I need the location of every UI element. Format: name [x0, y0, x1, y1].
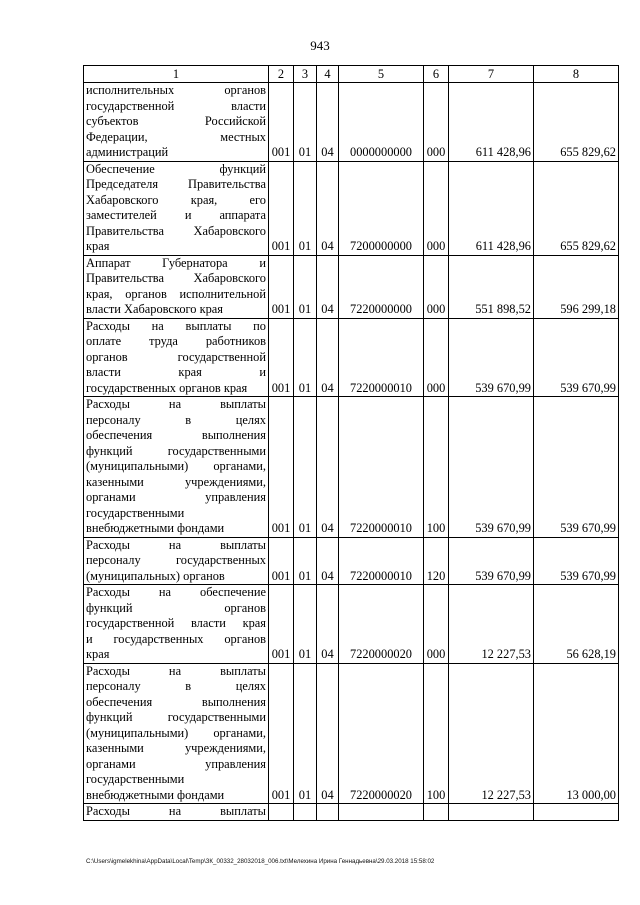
table-row — [84, 318, 619, 397]
row-name-cell — [84, 255, 269, 318]
row-name-line: казенными учреждениями, — [86, 741, 266, 755]
header-cell-1: 1 — [84, 66, 269, 83]
row-name-line: субъектов Российской — [86, 114, 266, 128]
grbs-code-cell: 001 — [269, 663, 294, 804]
row-name-line: обеспечения выполнения — [86, 428, 266, 442]
expense-type-code-cell: 100 — [424, 663, 449, 804]
amount-2020-cell: 539 670,99 — [534, 318, 619, 397]
amount-2020-cell — [534, 804, 619, 821]
table-header-row — [84, 66, 619, 83]
expense-type-code-cell: 000 — [424, 318, 449, 397]
row-name-line: Правительства Хабаровского — [86, 271, 266, 285]
amount-2019-cell: 539 670,99 — [449, 397, 534, 538]
row-name-cell — [84, 318, 269, 397]
row-name-line: казенными учреждениями, — [86, 474, 266, 489]
row-name-cell — [84, 804, 269, 821]
target-article-code-cell: 7220000020 — [339, 663, 424, 804]
row-name-line: функций органов — [86, 600, 266, 615]
row-name-line: внебюджетными фондами — [86, 521, 225, 535]
section-code-cell: 01 — [294, 537, 317, 585]
row-name-line: функций государственными — [86, 710, 266, 724]
section-code-cell: 01 — [294, 83, 317, 162]
table-row — [84, 397, 619, 538]
section-code-cell: 01 — [294, 318, 317, 397]
amount-2019-cell: 12 227,53 — [449, 663, 534, 804]
amount-2019-cell: 551 898,52 — [449, 255, 534, 318]
row-name-cell — [84, 161, 269, 255]
grbs-code-cell — [269, 804, 294, 821]
row-name-line: (муниципальных) органов — [86, 568, 225, 583]
table-row — [84, 537, 619, 585]
amount-2020-cell: 655 829,62 — [534, 161, 619, 255]
row-name-line: власти края и — [86, 365, 266, 379]
section-code-cell: 01 — [294, 585, 317, 664]
file-path-footer: C:\Users\igmelekhina\AppData\Local\Temp\ЗК_00332_28032018_006.txt\Мелехина Ирина Геннадьевна\29.03.2018 15:58:02 — [86, 858, 435, 865]
header-cell-7: 7 — [449, 66, 534, 83]
amount-2019-cell: 611 428,96 — [449, 83, 534, 162]
amount-2020-cell: 56 628,19 — [534, 585, 619, 664]
section-code-cell: 01 — [294, 397, 317, 538]
table-row — [84, 585, 619, 664]
amount-2019-cell: 611 428,96 — [449, 161, 534, 255]
row-name-line: Расходы на выплаты — [86, 397, 266, 411]
expense-type-code-cell: 100 — [424, 397, 449, 538]
subsection-code-cell: 04 — [317, 318, 339, 397]
subsection-code-cell: 04 — [317, 663, 339, 804]
target-article-code-cell: 7200000000 — [339, 161, 424, 255]
row-name-line: Расходы на выплаты — [86, 804, 266, 818]
row-name-cell — [84, 585, 269, 664]
amount-2019-cell: 539 670,99 — [449, 318, 534, 397]
row-name-line: Обеспечение функций — [86, 161, 266, 176]
row-name-cell — [84, 537, 269, 585]
expense-type-code-cell: 000 — [424, 83, 449, 162]
expense-type-code-cell: 000 — [424, 255, 449, 318]
amount-2020-cell: 539 670,99 — [534, 397, 619, 538]
subsection-code-cell: 04 — [317, 83, 339, 162]
table-row — [84, 161, 619, 255]
row-name-line: персоналу в целях — [86, 412, 266, 427]
row-name-line: персоналу государственных — [86, 553, 266, 567]
row-name-line: государственных органов края — [86, 380, 248, 395]
target-article-code-cell: 7220000010 — [339, 397, 424, 538]
row-name-line: власти Хабаровского края — [86, 302, 223, 316]
grbs-code-cell: 001 — [269, 161, 294, 255]
row-name-line: внебюджетными фондами — [86, 787, 225, 802]
target-article-code-cell: 7220000010 — [339, 537, 424, 585]
row-name-cell — [84, 397, 269, 538]
row-name-cell — [84, 663, 269, 804]
grbs-code-cell: 001 — [269, 83, 294, 162]
amount-2020-cell: 596 299,18 — [534, 255, 619, 318]
header-cell-8: 8 — [534, 66, 619, 83]
target-article-code-cell: 0000000000 — [339, 83, 424, 162]
section-code-cell: 01 — [294, 663, 317, 804]
expense-type-code-cell: 000 — [424, 161, 449, 255]
header-cell-5: 5 — [339, 66, 424, 83]
row-name-line: Расходы на выплаты по — [86, 318, 266, 333]
table-row — [84, 255, 619, 318]
section-code-cell: 01 — [294, 161, 317, 255]
target-article-code-cell: 7220000010 — [339, 318, 424, 397]
row-name-line: обеспечения выполнения — [86, 694, 266, 709]
header-cell-4: 4 — [317, 66, 339, 83]
grbs-code-cell: 001 — [269, 255, 294, 318]
amount-2020-cell: 655 829,62 — [534, 83, 619, 162]
expense-type-code-cell: 120 — [424, 537, 449, 585]
row-name-cell — [84, 83, 269, 162]
grbs-code-cell: 001 — [269, 318, 294, 397]
expense-type-code-cell: 000 — [424, 585, 449, 664]
target-article-code-cell: 7220000020 — [339, 585, 424, 664]
row-name-line: государственной власти — [86, 98, 266, 113]
header-cell-3: 3 — [294, 66, 317, 83]
row-name-line: Федерации, местных — [86, 129, 266, 144]
table-row — [84, 804, 619, 821]
section-code-cell: 01 — [294, 255, 317, 318]
target-article-code-cell — [339, 804, 424, 821]
row-name-line: и государственных органов — [86, 631, 266, 646]
grbs-code-cell: 001 — [269, 585, 294, 664]
row-name-line: Расходы на обеспечение — [86, 585, 266, 599]
subsection-code-cell: 04 — [317, 161, 339, 255]
row-name-line: края — [86, 239, 110, 253]
row-name-line: органов государственной — [86, 349, 266, 364]
subsection-code-cell: 04 — [317, 255, 339, 318]
amount-2020-cell: 13 000,00 — [534, 663, 619, 804]
row-name-line: государственной власти края — [86, 616, 266, 630]
row-name-line: края — [86, 647, 110, 661]
row-name-line: государственными — [86, 772, 185, 786]
row-name-line: края, органов исполнительной — [86, 286, 266, 301]
header-cell-2: 2 — [269, 66, 294, 83]
row-name-line: исполнительных органов — [86, 83, 266, 97]
subsection-code-cell: 04 — [317, 397, 339, 538]
subsection-code-cell: 04 — [317, 537, 339, 585]
row-name-line: функций государственными — [86, 443, 266, 458]
row-name-line: органами управления — [86, 756, 266, 771]
row-name-line: заместителей и аппарата — [86, 208, 266, 222]
row-name-line: администраций — [86, 145, 169, 159]
table-row — [84, 663, 619, 804]
subsection-code-cell — [317, 804, 339, 821]
row-name-line: (муниципальными) органами, — [86, 725, 266, 740]
grbs-code-cell: 001 — [269, 397, 294, 538]
row-name-line: Председателя Правительства — [86, 177, 266, 191]
row-name-line: оплате труда работников — [86, 334, 266, 348]
expense-type-code-cell — [424, 804, 449, 821]
amount-2019-cell — [449, 804, 534, 821]
page-number: 943 — [310, 38, 330, 53]
table-row — [84, 83, 619, 162]
target-article-code-cell: 7220000000 — [339, 255, 424, 318]
row-name-line: (муниципальными) органами, — [86, 459, 266, 473]
row-name-line: государственными — [86, 505, 185, 520]
amount-2019-cell: 12 227,53 — [449, 585, 534, 664]
section-code-cell — [294, 804, 317, 821]
header-cell-6: 6 — [424, 66, 449, 83]
budget-table — [83, 65, 619, 821]
row-name-line: Аппарат Губернатора и — [86, 255, 266, 270]
row-name-line: Расходы на выплаты — [86, 663, 266, 678]
grbs-code-cell: 001 — [269, 537, 294, 585]
amount-2019-cell: 539 670,99 — [449, 537, 534, 585]
row-name-line: персоналу в целях — [86, 679, 266, 693]
amount-2020-cell: 539 670,99 — [534, 537, 619, 585]
row-name-line: Расходы на выплаты — [86, 537, 266, 552]
row-name-line: Правительства Хабаровского — [86, 223, 266, 238]
row-name-line: органами управления — [86, 490, 266, 504]
row-name-line: Хабаровского края, его — [86, 192, 266, 207]
subsection-code-cell: 04 — [317, 585, 339, 664]
